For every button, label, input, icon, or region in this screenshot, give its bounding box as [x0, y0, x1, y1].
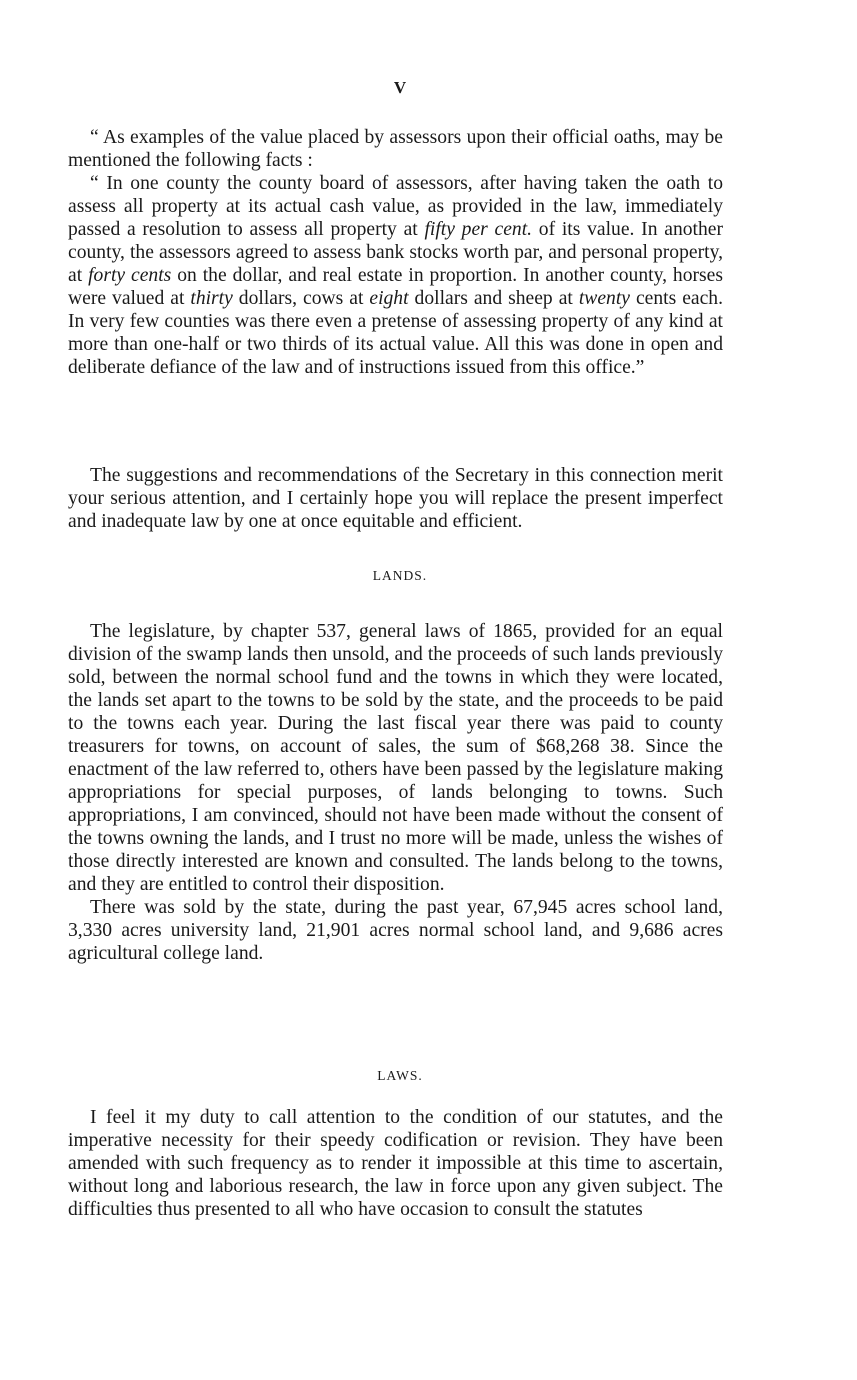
page-number: V — [393, 78, 407, 97]
emphasis-twenty: twenty — [578, 288, 630, 309]
recommendation-paragraph: The suggestions and recommendations of the Secretary in this connection merit your serious attention, and I certainly hope you will replace the present imperfect and inadequate law by one at once equitable and efficient. — [68, 465, 723, 532]
lands-paragraph-2: There was sold by the state, during the past year, 67,945 acres school land, 3,330 acres university land, 21,901 acres normal school land, and 9,686 acres agricultural college land. — [68, 897, 723, 964]
laws-section — [68, 1106, 723, 1221]
laws-heading: LAWS. — [377, 1068, 423, 1083]
lands-heading: LANDS. — [372, 568, 428, 583]
quote-text: of its value. In another county, the assessors agreed to assess bank stocks worth par, and personal property, at — [68, 219, 723, 286]
recommendation-section — [68, 464, 723, 533]
quote-intro-paragraph: “ As examples of the value placed by assessors upon their official oaths, may be mentioned the following facts : — [68, 127, 723, 171]
laws-paragraph-1: I feel it my duty to call attention to the condition of our statutes, and the imperative necessity for their speedy codification or revision. They have been amended with such frequency as to render it impossible at this time to ascertain, without long and laborious research, the law in force upon any given subject. The difficulties thus presented to all who have occasion to consult the statutes — [68, 1107, 723, 1220]
quote-body-paragraph — [68, 172, 723, 379]
emphasis-fifty-per-cent: fifty per cent. — [424, 219, 533, 240]
quote-section — [68, 126, 723, 379]
emphasis-eight: eight — [369, 288, 409, 309]
quote-text: cents each. In very few counties was there even a pretense of assessing property of any kind at more than one-half or two thirds of its actual value. All this was done in open and deliberate defiance of the law and of instructions issued from this office.” — [68, 288, 723, 378]
lands-paragraph-1: The legislature, by chapter 537, general laws of 1865, provided for an equal division of the swamp lands then unsold, and the proceeds of such lands previously sold, between the normal school fund and the towns in which they were located, the lands set apart to the towns to be sold by the state, and the proceeds to be paid to the towns each year. During the last fiscal year there was paid to county treasurers for towns, on account of sales, the sum of $68,268 38. Since the enactment of the law referred to, others have been passed by the legislature making appropriations for special purposes, of lands belonging to towns. Such appropriations, I am convinced, should not have been made without the consent of the towns owning the lands, and I trust no more will be made, unless the wishes of those directly interested are known and consulted. The lands belong to the towns, and they are entitled to control their disposition. — [68, 621, 723, 895]
emphasis-thirty: thirty — [190, 288, 233, 309]
emphasis-forty-cents: forty cents — [88, 265, 172, 286]
quote-text: dollars, cows at — [232, 288, 370, 309]
quote-text: “ In one county the county board of assessors, after having taken the oath to assess all property at its actual cash value, as provided in the law, immediately passed a resolution to assess all property at — [68, 173, 723, 240]
quote-text: on the dollar, and real estate in proportion. In another county, horses were valued at — [68, 265, 723, 309]
quote-text: dollars and sheep at — [408, 288, 579, 309]
lands-section — [68, 620, 723, 965]
